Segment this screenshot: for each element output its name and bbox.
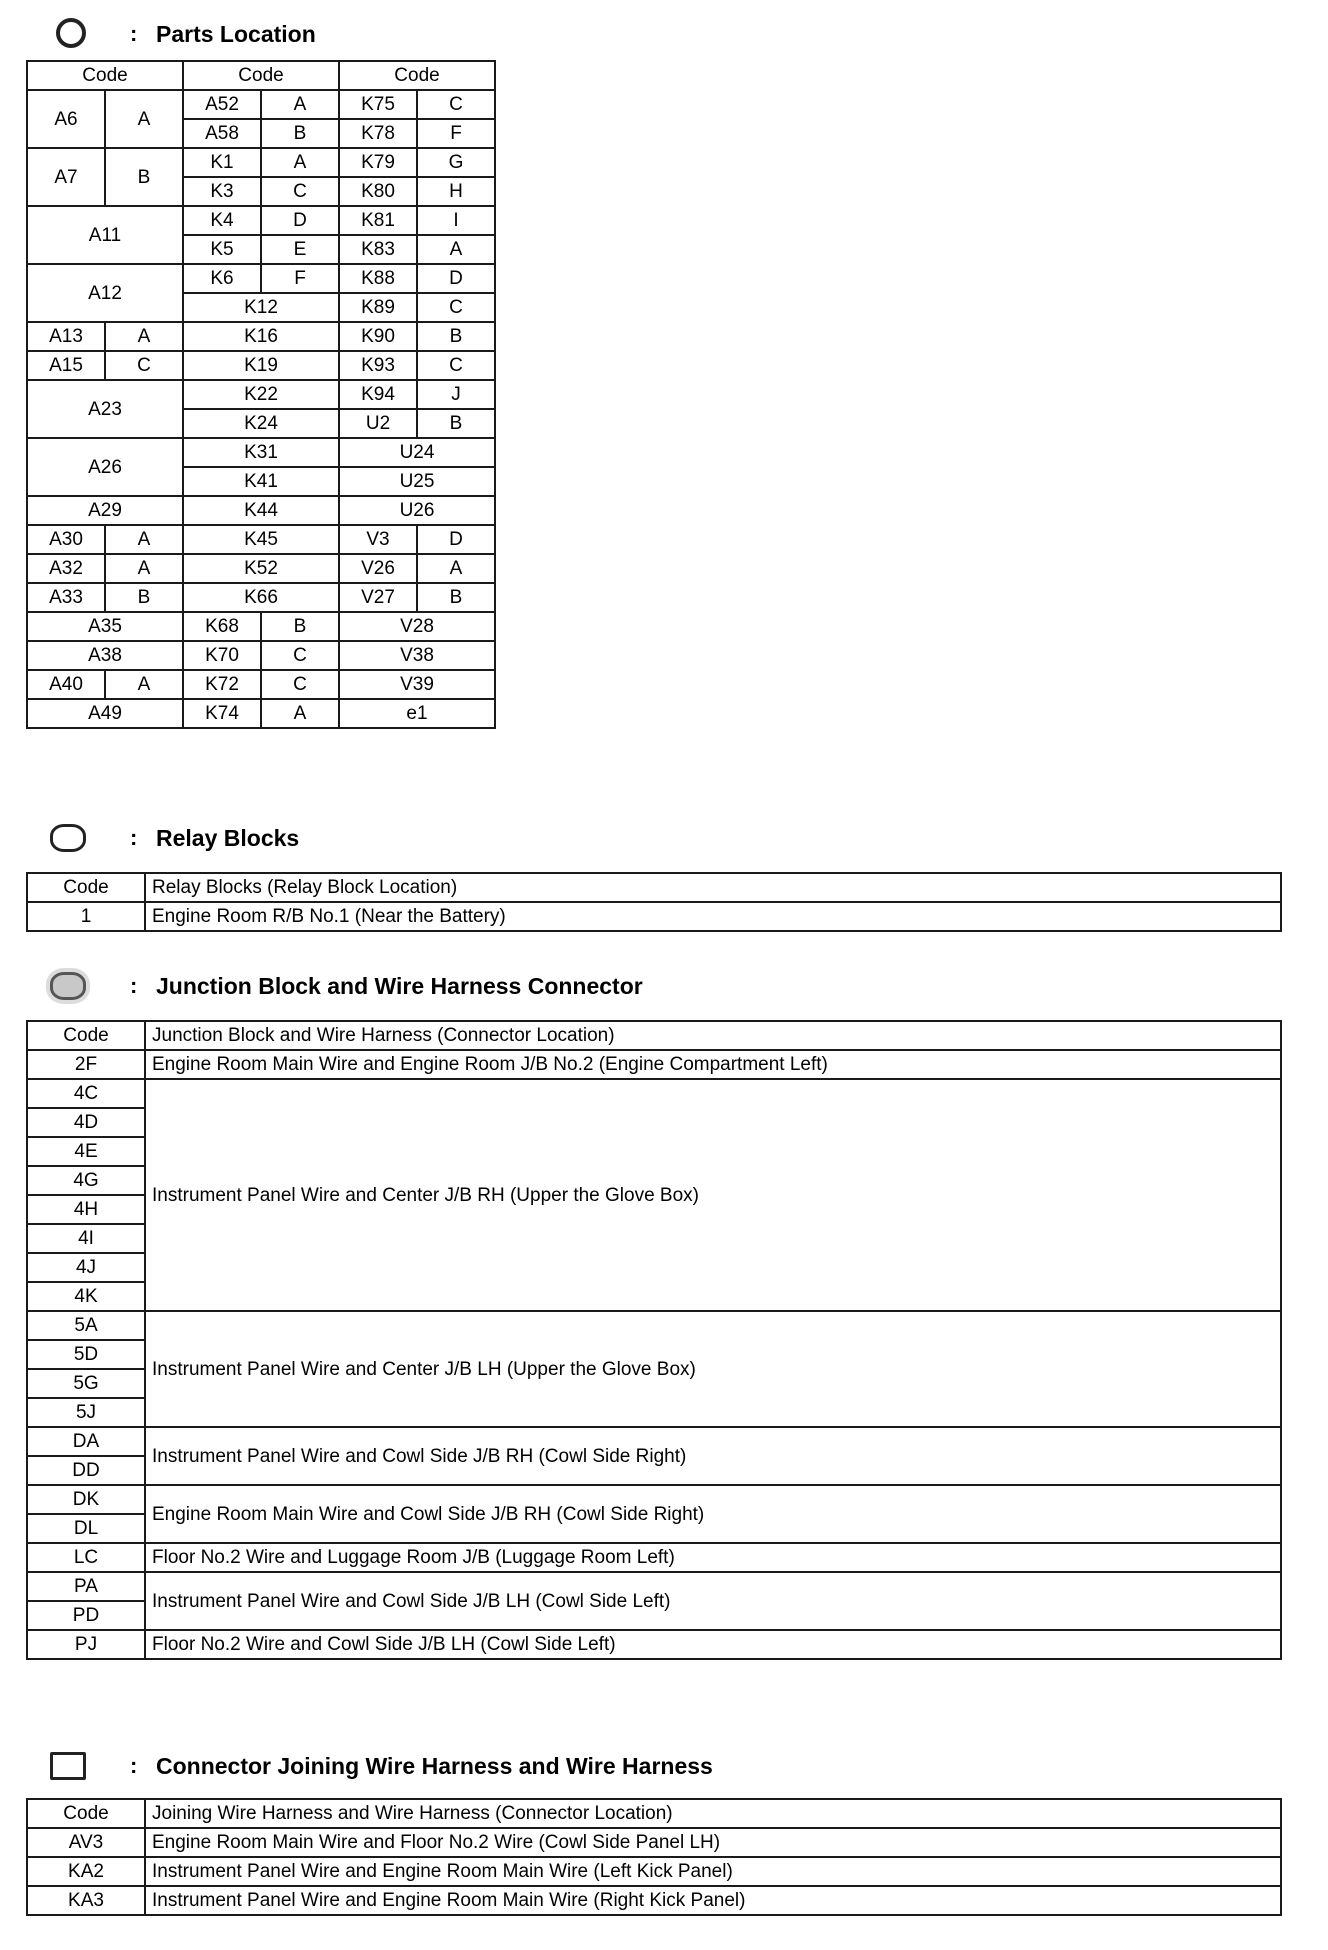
column-header: Code — [339, 61, 495, 90]
code-cell: H — [417, 177, 495, 206]
code-cell: 4E — [27, 1137, 145, 1166]
junction-block-table — [26, 1020, 1282, 1660]
code-cell: V27 — [339, 583, 417, 612]
code-cell: V38 — [339, 641, 495, 670]
table-header-row — [27, 873, 1281, 902]
location-cell: Engine Room R/B No.1 (Near the Battery) — [145, 902, 1281, 931]
code-cell: C — [261, 641, 339, 670]
location-header: Joining Wire Harness and Wire Harness (Connector Location) — [145, 1799, 1281, 1828]
table-row — [27, 380, 495, 409]
code-cell: K89 — [339, 293, 417, 322]
code-cell: 4J — [27, 1253, 145, 1282]
table-row — [27, 1079, 1281, 1108]
table-row — [27, 1311, 1281, 1340]
code-cell: K93 — [339, 351, 417, 380]
connector-joining-table — [26, 1798, 1282, 1916]
table-header-row — [27, 1021, 1281, 1050]
code-cell: K3 — [183, 177, 261, 206]
code-cell: 4D — [27, 1108, 145, 1137]
code-cell: B — [105, 148, 183, 206]
code-cell: A — [417, 235, 495, 264]
table-row — [27, 525, 495, 554]
location-cell: Instrument Panel Wire and Engine Room Main Wire (Right Kick Panel) — [145, 1886, 1281, 1915]
location-cell: Engine Room Main Wire and Floor No.2 Wire (Cowl Side Panel LH) — [145, 1828, 1281, 1857]
code-cell: A12 — [27, 264, 183, 322]
code-cell: 5D — [27, 1340, 145, 1369]
code-cell: A — [105, 525, 183, 554]
code-cell: PJ — [27, 1630, 145, 1659]
code-cell: K81 — [339, 206, 417, 235]
section-title: Parts Location — [156, 20, 316, 47]
code-cell: B — [417, 322, 495, 351]
code-cell: A30 — [27, 525, 105, 554]
code-cell: KA2 — [27, 1857, 145, 1886]
code-cell: K74 — [183, 699, 261, 728]
code-cell: PD — [27, 1601, 145, 1630]
connector-joining-heading — [48, 1748, 713, 1784]
code-cell: A — [417, 554, 495, 583]
code-cell: K52 — [183, 554, 339, 583]
code-cell: K44 — [183, 496, 339, 525]
table-row — [27, 264, 495, 293]
code-cell: K19 — [183, 351, 339, 380]
code-cell: AV3 — [27, 1828, 145, 1857]
code-cell: K66 — [183, 583, 339, 612]
location-header: Relay Blocks (Relay Block Location) — [145, 873, 1281, 902]
table-row — [27, 583, 495, 612]
table-row — [27, 612, 495, 641]
code-cell: A32 — [27, 554, 105, 583]
code-cell: U26 — [339, 496, 495, 525]
code-cell: A38 — [27, 641, 183, 670]
code-cell: A40 — [27, 670, 105, 699]
code-cell: V28 — [339, 612, 495, 641]
heading-colon: : — [130, 973, 138, 998]
heading-colon: : — [130, 1753, 138, 1778]
code-cell: DK — [27, 1485, 145, 1514]
code-cell: 4K — [27, 1282, 145, 1311]
code-cell: K78 — [339, 119, 417, 148]
code-cell: A58 — [183, 119, 261, 148]
code-cell: A — [105, 322, 183, 351]
code-cell: K4 — [183, 206, 261, 235]
table-row — [27, 1857, 1281, 1886]
table-header-row — [27, 61, 495, 90]
code-cell: K94 — [339, 380, 417, 409]
section-title: Relay Blocks — [156, 824, 300, 851]
code-cell: K68 — [183, 612, 261, 641]
location-cell: Floor No.2 Wire and Luggage Room J/B (Luggage Room Left) — [145, 1543, 1281, 1572]
code-cell: C — [261, 177, 339, 206]
table-row — [27, 1485, 1281, 1514]
parts-location-heading — [48, 16, 316, 52]
code-cell: A11 — [27, 206, 183, 264]
code-cell: A15 — [27, 351, 105, 380]
code-cell: K6 — [183, 264, 261, 293]
location-cell: Instrument Panel Wire and Cowl Side J/B RH (Cowl Side Right) — [145, 1427, 1281, 1485]
code-cell: A — [105, 670, 183, 699]
code-cell: 4H — [27, 1195, 145, 1224]
code-cell: A7 — [27, 148, 105, 206]
oval-symbol-icon — [48, 820, 92, 856]
code-cell: 4G — [27, 1166, 145, 1195]
code-cell: PA — [27, 1572, 145, 1601]
table-row — [27, 1050, 1281, 1079]
table-row — [27, 90, 495, 119]
table-row — [27, 670, 495, 699]
relay-blocks-heading — [48, 820, 299, 856]
code-cell: K88 — [339, 264, 417, 293]
code-cell: K83 — [339, 235, 417, 264]
code-cell: K75 — [339, 90, 417, 119]
table-row — [27, 699, 495, 728]
code-cell: K12 — [183, 293, 339, 322]
table-row — [27, 641, 495, 670]
code-cell: DL — [27, 1514, 145, 1543]
code-cell: e1 — [339, 699, 495, 728]
code-cell: LC — [27, 1543, 145, 1572]
code-cell: K90 — [339, 322, 417, 351]
code-cell: A23 — [27, 380, 183, 438]
junction-block-heading — [48, 968, 643, 1004]
code-cell: C — [105, 351, 183, 380]
code-cell: U24 — [339, 438, 495, 467]
code-cell: K5 — [183, 235, 261, 264]
code-cell: K41 — [183, 467, 339, 496]
code-cell: A33 — [27, 583, 105, 612]
table-row — [27, 1828, 1281, 1857]
table-row — [27, 554, 495, 583]
code-cell: K80 — [339, 177, 417, 206]
code-cell: B — [417, 409, 495, 438]
table-row — [27, 438, 495, 467]
code-cell: A — [105, 554, 183, 583]
code-cell: A — [105, 90, 183, 148]
code-cell: G — [417, 148, 495, 177]
location-cell: Instrument Panel Wire and Cowl Side J/B LH (Cowl Side Left) — [145, 1572, 1281, 1630]
table-row — [27, 496, 495, 525]
code-cell: K24 — [183, 409, 339, 438]
location-cell: Engine Room Main Wire and Engine Room J/B No.2 (Engine Compartment Left) — [145, 1050, 1281, 1079]
table-row — [27, 1427, 1281, 1456]
code-cell: A29 — [27, 496, 183, 525]
code-cell: K70 — [183, 641, 261, 670]
location-cell: Instrument Panel Wire and Engine Room Main Wire (Left Kick Panel) — [145, 1857, 1281, 1886]
table-row — [27, 206, 495, 235]
location-cell: Engine Room Main Wire and Cowl Side J/B RH (Cowl Side Right) — [145, 1485, 1281, 1543]
table-row — [27, 902, 1281, 931]
code-cell: K45 — [183, 525, 339, 554]
code-header: Code — [27, 1799, 145, 1828]
code-cell: A — [261, 148, 339, 177]
location-header: Junction Block and Wire Harness (Connector Location) — [145, 1021, 1281, 1050]
code-cell: K31 — [183, 438, 339, 467]
code-cell: D — [417, 264, 495, 293]
code-cell: 4I — [27, 1224, 145, 1253]
circle-symbol-icon — [48, 16, 92, 52]
heading-colon: : — [130, 21, 138, 46]
code-cell: KA3 — [27, 1886, 145, 1915]
parts-location-table — [26, 60, 496, 729]
code-cell: D — [417, 525, 495, 554]
code-cell: A52 — [183, 90, 261, 119]
code-cell: 5G — [27, 1369, 145, 1398]
column-header: Code — [27, 61, 183, 90]
code-cell: A35 — [27, 612, 183, 641]
code-cell: B — [261, 612, 339, 641]
code-cell: B — [261, 119, 339, 148]
code-header: Code — [27, 1021, 145, 1050]
code-cell: J — [417, 380, 495, 409]
table-row — [27, 148, 495, 177]
table-row — [27, 351, 495, 380]
table-row — [27, 1572, 1281, 1601]
code-cell: A — [261, 699, 339, 728]
code-cell: U25 — [339, 467, 495, 496]
location-cell: Floor No.2 Wire and Cowl Side J/B LH (Cowl Side Left) — [145, 1630, 1281, 1659]
code-cell: F — [417, 119, 495, 148]
code-cell: 2F — [27, 1050, 145, 1079]
table-row — [27, 1886, 1281, 1915]
code-cell: K72 — [183, 670, 261, 699]
code-cell: B — [105, 583, 183, 612]
code-cell: K79 — [339, 148, 417, 177]
code-cell: K1 — [183, 148, 261, 177]
location-cell: Instrument Panel Wire and Center J/B LH (Upper the Glove Box) — [145, 1311, 1281, 1427]
relay-blocks-table — [26, 872, 1282, 932]
code-cell: C — [417, 90, 495, 119]
code-cell: A26 — [27, 438, 183, 496]
section-title: Connector Joining Wire Harness and Wire Harness — [156, 1752, 713, 1779]
code-cell: V39 — [339, 670, 495, 699]
code-cell: DA — [27, 1427, 145, 1456]
code-cell: C — [261, 670, 339, 699]
code-cell: K16 — [183, 322, 339, 351]
table-row — [27, 1543, 1281, 1572]
code-cell: U2 — [339, 409, 417, 438]
shaded-oval-symbol-icon — [48, 968, 92, 1004]
table-header-row — [27, 1799, 1281, 1828]
code-cell: F — [261, 264, 339, 293]
code-cell: C — [417, 351, 495, 380]
code-cell: A — [261, 90, 339, 119]
table-row — [27, 1630, 1281, 1659]
code-cell: D — [261, 206, 339, 235]
code-cell: A13 — [27, 322, 105, 351]
code-cell: A49 — [27, 699, 183, 728]
code-cell: 5A — [27, 1311, 145, 1340]
code-cell: V3 — [339, 525, 417, 554]
code-cell: 4C — [27, 1079, 145, 1108]
rectangle-symbol-icon — [48, 1748, 92, 1784]
code-cell: E — [261, 235, 339, 264]
code-cell: 1 — [27, 902, 145, 931]
code-cell: K22 — [183, 380, 339, 409]
code-cell: B — [417, 583, 495, 612]
code-cell: I — [417, 206, 495, 235]
code-cell: C — [417, 293, 495, 322]
code-cell: A6 — [27, 90, 105, 148]
section-title: Junction Block and Wire Harness Connector — [156, 972, 643, 999]
table-row — [27, 322, 495, 351]
code-cell: V26 — [339, 554, 417, 583]
code-cell: 5J — [27, 1398, 145, 1427]
heading-colon: : — [130, 825, 138, 850]
code-cell: DD — [27, 1456, 145, 1485]
location-cell: Instrument Panel Wire and Center J/B RH (Upper the Glove Box) — [145, 1079, 1281, 1311]
column-header: Code — [183, 61, 339, 90]
code-header: Code — [27, 873, 145, 902]
